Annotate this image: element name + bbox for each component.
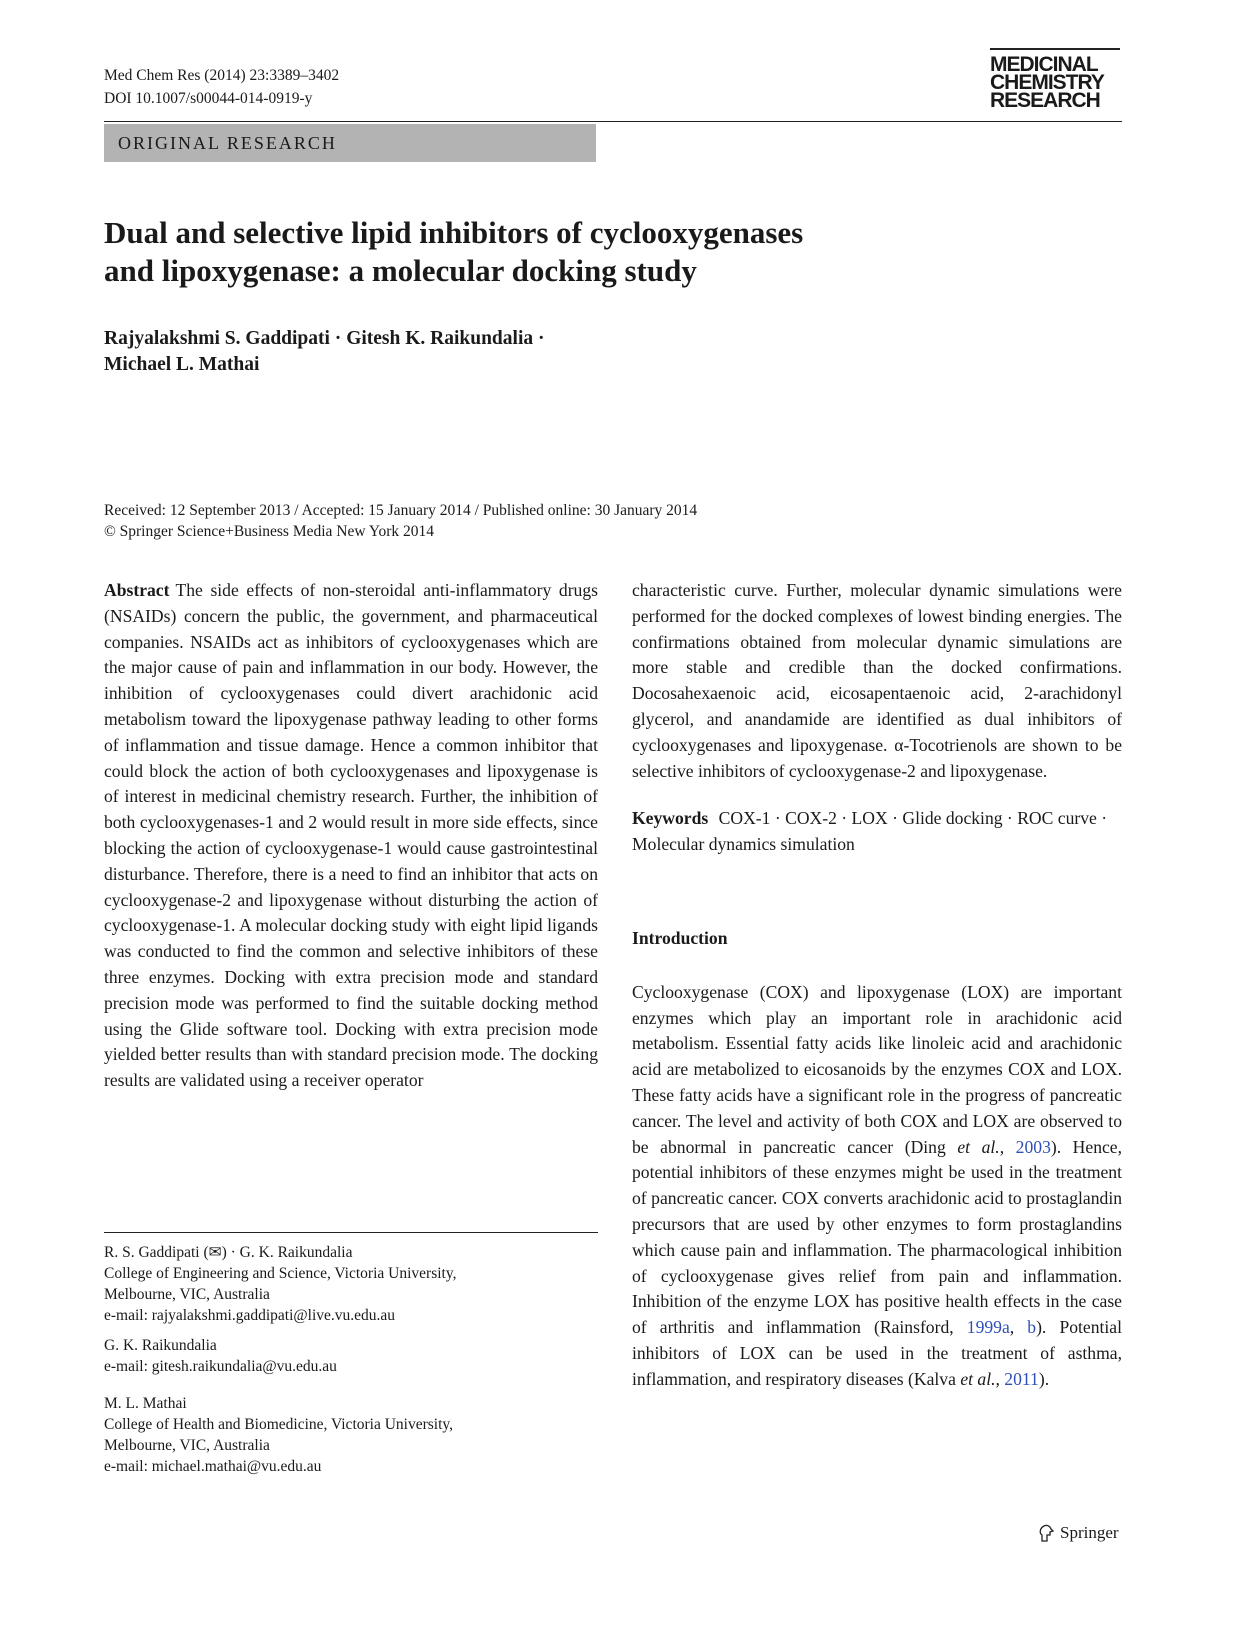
affiliation-mathai: M. L. Mathai College of Health and Biomedicine, Victoria University, Melbourne, VIC, Australia e-mail: michael.mathai@vu.edu.au (104, 1393, 598, 1477)
journal-citation: Med Chem Res (2014) 23:3389–3402 (104, 67, 340, 84)
keywords (632, 806, 1122, 858)
introduction-paragraph: Cyclooxygenase (COX) and lipoxygenase (LOX) are important enzymes which play an important role in arachidonic acid metabolism. Essential fatty acids like linoleic acid and arachidonic acid are metabolized to eicosanoids by the enzymes COX and LOX. These fatty acids have a significant role in the progress of pancreatic cancer. The level and activity of both COX and LOX are observed to be abnormal in pancreatic cancer (Ding et al., 2003). Hence, potential inhibitors of these enzymes might be used in the treatment of pancreatic cancer. COX converts arachidonic acid to prostaglandin precursors that are used by other enzymes to form prostaglandins which cause pain and inflammation. The pharmacological inhibition of cyclooxygenase gives relief from pain and inflammation. Inhibition of the enzyme LOX has positive health effects in the case of arthritis and inflammation (Rainsford, 1999a, b). Potential inhibitors of LOX can be used in the treatment of asthma, inflammation, and respiratory diseases (Kalva et al., 2011). (632, 981, 1123, 1389)
journal-logo: MEDICINAL CHEMISTRY RESEARCH (990, 48, 1120, 110)
doi: DOI 10.1007/s00044-014-0919-y (104, 90, 313, 107)
affiliation-rule (104, 1232, 598, 1233)
article-title: Dual and selective lipid inhibitors of cyclooxygenases and lipoxygenase: a molecular docking study (104, 215, 804, 288)
publication-dates (104, 500, 1104, 542)
springer-knight-icon (1036, 1523, 1056, 1543)
abstract-continued: characteristic curve. Further, molecular dynamic simulations were performed for the docked complexes of lowest binding energies. The confirmations obtained from molecular dynamic simulations are more stable and credible than the docked confirmations. Docosahexaenoic acid, eicosapentaenoic acid, 2-arachidonyl glycerol, and anandamide are identified as dual inhibitors of cyclooxygenases and lipoxygenase. α-Tocotrienols are shown to be selective inhibitors of cyclooxygenase-2 and lipoxygenase. (632, 580, 1122, 781)
affiliation-raikundalia: G. K. Raikundalia e-mail: gitesh.raikundalia@vu.edu.au (104, 1335, 598, 1377)
citation-link-ding-2003[interactable]: 2003 (1015, 1136, 1051, 1157)
abstract (104, 578, 598, 1094)
abstract-left-column (104, 578, 598, 1094)
email-gaddipati[interactable]: e-mail: rajyalakshmi.gaddipati@live.vu.edu.au (104, 1307, 396, 1324)
email-raikundalia[interactable]: e-mail: gitesh.raikundalia@vu.edu.au (104, 1358, 337, 1375)
affiliation-gaddipati: R. S. Gaddipati (✉) · G. K. Raikundalia College of Engineering and Science, Victoria University, Melbourne, VIC, Australia e-mail: rajyalakshmi.gaddipati@live.vu.edu.au (104, 1242, 598, 1326)
publisher-footer (1036, 1522, 1119, 1544)
copyright: © Springer Science+Business Media New York 2014 (104, 523, 435, 540)
citation-link-rainsford-1999a[interactable]: 1999a (966, 1317, 1010, 1338)
author-list: Rajyalakshmi S. Gaddipati · Gitesh K. Raikundalia · Michael L. Mathai (104, 328, 545, 375)
received-accepted-dates: Received: 12 September 2013 / Accepted: 15 January 2014 / Published online: 30 January 2014 (104, 502, 698, 519)
publisher-name: Springer (1060, 1523, 1119, 1542)
journal-citation-block (104, 64, 339, 110)
header-rule (104, 121, 1122, 122)
section-label: ORIGINAL RESEARCH (104, 124, 596, 162)
citation-link-rainsford-1999b[interactable]: b (1027, 1317, 1037, 1338)
abstract-text: The side effects of non-steroidal anti-inflammatory drugs (NSAIDs) concern the public, the government, and pharmaceutical companies. NSAIDs act as inhibitors of cyclooxygenases which are the major cause of pain and inflammation in our body. However, the inhibition of cyclooxygenases could divert arachidonic acid metabolism toward the lipoxygenase pathway leading to other forms of inflammation and tissue damage. Hence a common inhibitor that could block the action of both cyclooxygenases and lipoxygenase is of interest in medicinal chemistry research. Further, the inhibition of both cyclooxygenases-1 and 2 would result in more side effects, since blocking the action of cyclooxygenase-1 would cause gastrointestinal disturbance. Therefore, there is a need to find an inhibitor that acts on cyclooxygenase-2 and lipoxygenase without disturbing the action of cyclooxygenase-1. A molecular docking study with eight lipid ligands was conducted to find the common and selective inhibitors of these three enzymes. Docking with extra precision mode and standard precision mode was performed to find the suitable docking method using the Glide software tool. Docking with extra precision mode yielded better results than with standard precision mode. The docking results are validated using a receiver operator (104, 580, 598, 1091)
abstract-label: Abstract (104, 580, 170, 600)
email-mathai[interactable]: e-mail: michael.mathai@vu.edu.au (104, 1458, 322, 1475)
keywords-label: Keywords (632, 808, 709, 829)
citation-link-kalva-2011[interactable]: 2011 (1004, 1368, 1039, 1389)
affiliations (104, 1242, 598, 1486)
keywords-text: COX-1 · COX-2 · LOX · Glide docking · ROC curve · Molecular dynamics simulation (632, 808, 1108, 855)
introduction-heading: Introduction (632, 927, 728, 948)
right-column (632, 578, 1122, 1393)
